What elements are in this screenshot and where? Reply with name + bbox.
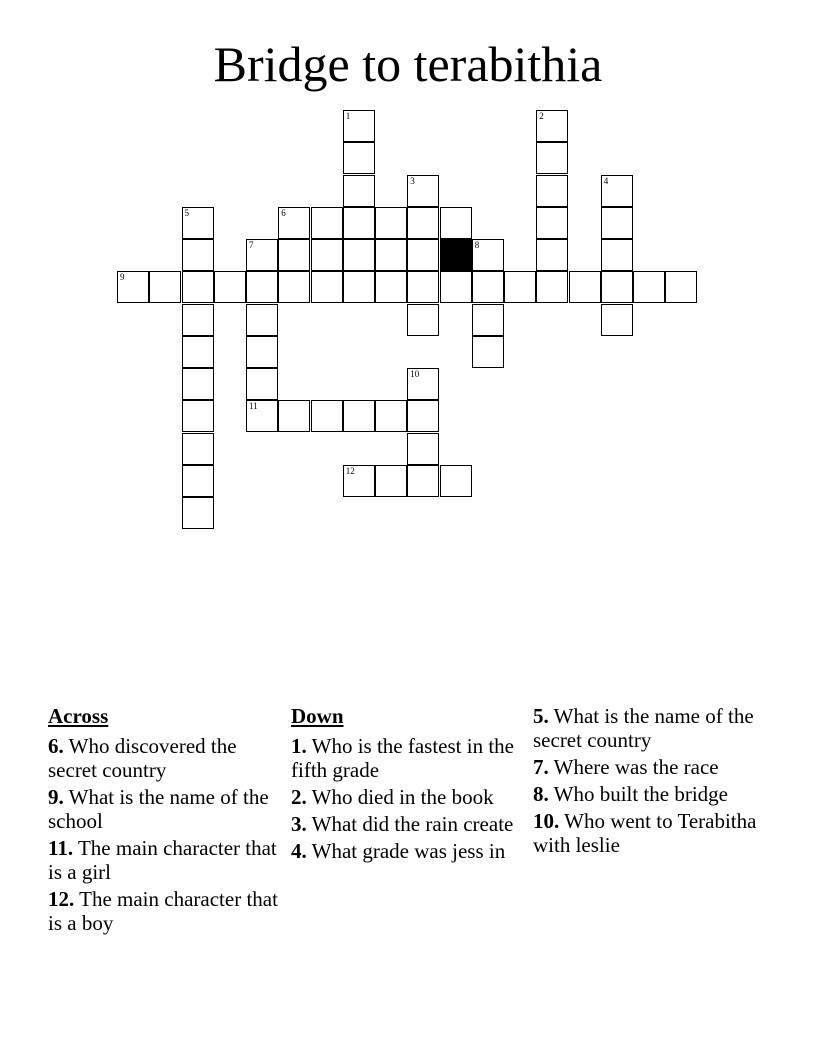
grid-cell[interactable] <box>569 271 601 303</box>
grid-cell[interactable] <box>246 304 278 336</box>
clue-down-3: 3. What did the rain create <box>291 812 514 836</box>
clue-number: 8 <box>474 240 480 250</box>
grid-cell[interactable] <box>601 175 633 207</box>
grid-cell[interactable] <box>407 400 439 432</box>
clue-down-4: 4. What grade was jess in <box>291 839 506 863</box>
grid-cell[interactable] <box>343 142 375 174</box>
grid-cell[interactable] <box>536 175 568 207</box>
grid-cell[interactable] <box>407 368 439 400</box>
clue-number: 5 <box>184 207 189 218</box>
grid-cell[interactable] <box>311 207 343 239</box>
clue-number: 10 <box>410 369 420 379</box>
grid-cell[interactable] <box>182 239 214 271</box>
grid-cell[interactable] <box>182 497 214 529</box>
grid-cell[interactable] <box>407 175 439 207</box>
down-clues-column <box>291 704 521 866</box>
grid-cell[interactable] <box>343 207 375 239</box>
grid-cell[interactable] <box>536 110 568 142</box>
clue-down-2: 2. Who died in the book <box>291 785 494 809</box>
grid-cell[interactable] <box>182 336 214 368</box>
grid-cell[interactable] <box>472 304 504 336</box>
grid-cell[interactable] <box>278 239 310 271</box>
clue-across-9: 9. What is the name of the school <box>48 785 269 833</box>
grid-cell[interactable] <box>407 271 439 303</box>
down-clues-column-2 <box>533 704 763 860</box>
clue-number: 3 <box>410 175 415 186</box>
grid-cell[interactable] <box>278 207 310 239</box>
clue-number: 4 <box>603 175 609 186</box>
grid-cell[interactable] <box>407 465 439 497</box>
clue-number: 11 <box>249 401 258 412</box>
clue-number: 1 <box>345 111 351 121</box>
clue-number: 12 <box>345 465 355 476</box>
grid-cell[interactable] <box>182 271 214 303</box>
grid-cell[interactable] <box>375 271 407 303</box>
clue-across-6: 6. Who discovered the secret country <box>48 734 237 782</box>
clue-across-11: 11. The main character that is a girl <box>48 836 277 884</box>
clue-number: 9 <box>120 272 125 283</box>
grid-cell[interactable] <box>536 142 568 174</box>
grid-cell[interactable] <box>601 207 633 239</box>
grid-cell[interactable] <box>472 336 504 368</box>
grid-cell[interactable] <box>149 271 181 303</box>
grid-cell[interactable] <box>246 368 278 400</box>
grid-cell[interactable] <box>246 400 278 432</box>
across-clues-column <box>48 704 278 938</box>
grid-cell[interactable] <box>440 465 472 497</box>
grid-cell[interactable] <box>343 110 375 142</box>
grid-cell[interactable] <box>343 175 375 207</box>
puzzle-title: Bridge to terabithia <box>213 36 603 92</box>
grid-cell[interactable] <box>246 239 278 271</box>
grid-cell[interactable] <box>375 400 407 432</box>
grid-cell[interactable] <box>440 207 472 239</box>
grid-cell[interactable] <box>246 336 278 368</box>
black-cell <box>440 239 472 271</box>
clue-down-1: 1. Who is the fastest in the fifth grade <box>291 734 514 782</box>
clue-down-8: 8. Who built the bridge <box>533 782 729 806</box>
grid-cell[interactable] <box>665 271 697 303</box>
grid-cell[interactable] <box>536 239 568 271</box>
grid-cell[interactable] <box>504 271 536 303</box>
grid-cell[interactable] <box>407 433 439 465</box>
grid-cell[interactable] <box>472 271 504 303</box>
clue-number: 2 <box>539 111 544 121</box>
grid-cell[interactable] <box>278 400 310 432</box>
grid-cell[interactable] <box>601 304 633 336</box>
grid-cell[interactable] <box>117 271 149 303</box>
grid-cell[interactable] <box>246 271 278 303</box>
clue-down-7: 7. Where was the race <box>533 755 719 779</box>
clue-number: 7 <box>249 240 254 250</box>
grid-cell[interactable] <box>182 465 214 497</box>
grid-cell[interactable] <box>407 239 439 271</box>
clue-number: 6 <box>281 207 286 218</box>
grid-cell[interactable] <box>311 400 343 432</box>
grid-cell[interactable] <box>440 271 472 303</box>
grid-cell[interactable] <box>472 239 504 271</box>
grid-cell[interactable] <box>633 271 665 303</box>
grid-cell[interactable] <box>407 304 439 336</box>
down-heading: Down <box>291 704 344 728</box>
grid-cell[interactable] <box>536 271 568 303</box>
grid-cell[interactable] <box>343 239 375 271</box>
grid-cell[interactable] <box>182 207 214 239</box>
grid-cell[interactable] <box>375 207 407 239</box>
grid-cell[interactable] <box>407 207 439 239</box>
grid-cell[interactable] <box>182 368 214 400</box>
clue-down-10: 10. Who went to Terabitha with leslie <box>533 809 757 857</box>
grid-cell[interactable] <box>343 465 375 497</box>
grid-cell[interactable] <box>182 304 214 336</box>
grid-cell[interactable] <box>375 465 407 497</box>
grid-cell[interactable] <box>311 239 343 271</box>
grid-cell[interactable] <box>182 433 214 465</box>
grid-cell[interactable] <box>343 400 375 432</box>
grid-cell[interactable] <box>311 271 343 303</box>
grid-cell[interactable] <box>214 271 246 303</box>
grid-cell[interactable] <box>375 239 407 271</box>
grid-cell[interactable] <box>343 271 375 303</box>
grid-cell[interactable] <box>182 400 214 432</box>
clue-down-5: 5. What is the name of the secret country <box>533 704 754 752</box>
grid-cell[interactable] <box>601 271 633 303</box>
clue-across-12: 12. The main character that is a boy <box>48 887 278 935</box>
grid-cell[interactable] <box>601 239 633 271</box>
grid-cell[interactable] <box>536 207 568 239</box>
across-heading: Across <box>48 704 109 728</box>
grid-cell[interactable] <box>278 271 310 303</box>
